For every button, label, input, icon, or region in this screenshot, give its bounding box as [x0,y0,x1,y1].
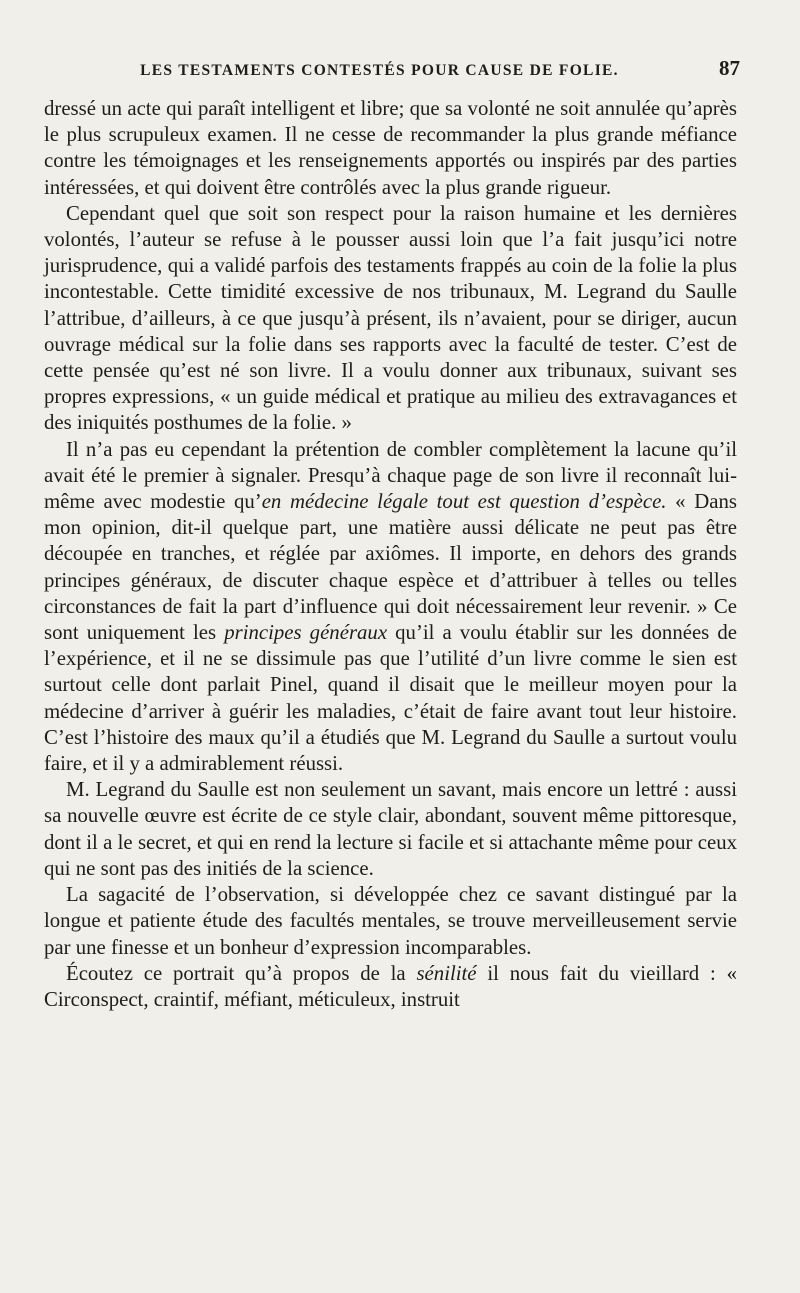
body-text [44,96,737,1013]
text-run: il nous fait du vieillard : « Circonspect, craintif, méfiant, méticuleux, instruit [44,961,737,1011]
running-title: LES TESTAMENTS CONTESTÉS POUR CAUSE DE FOLIE. [140,62,619,79]
page-number: 87 [719,56,740,80]
paragraph-p2 [44,201,737,437]
paragraph-p5 [44,882,737,961]
text-run: La sagacité de l’observation, si développée chez ce savant distingué par la longue et patiente étude des facultés mentales, se trouve merveilleusement servie par une finesse et un bonheur d’expression incomparables. [44,883,737,959]
text-run: Cependant quel que soit son respect pour la raison humaine et les dernières volontés, l’auteur se refuse à le pousser aussi loin que l’a fait jusqu’ici notre jurisprudence, qui a validé parfois des testaments frappés au coin de la folie la plus incontestable. Cette timidité excessive de nos tribunaux, M. Legrand du Saulle l’attribue, d’ailleurs, à ce que jusqu’à présent, ils n’avaient, pour se diriger, aucun ouvrage médical sur la folie dans ses rapports avec la faculté de tester. C’est de cette pensée qu’est né son livre. Il a voulu donner aux tribunaux, suivant ses propres expressions, « un guide médical et pratique au milieu des extravagances et des iniquités posthumes de la folie. » [44,201,737,435]
text-run: dressé un acte qui paraît intelligent et libre; que sa volonté ne soit annulée qu’après le plus scrupuleux examen. Il ne cesse de recommander la plus grande méfiance contre les témoignages et les renseignements apportés ou inspirés par des parties intéressées, et qui doivent être contrôlés avec la plus grande rigueur. [44,97,737,199]
paragraph-p4 [44,777,737,882]
italic-text: sénilité [416,961,477,985]
text-run: qu’il a voulu établir sur les données de l’expérience, et il ne se dissimule pas que l’utilité d’un livre comme le sien est surtout celle dont parlait Pinel, quand il disait que le meilleur moyen pour la médecine d’arriver à guérir les maladies, c’était de faire avant tout leur histoire. C’est l’histoire des maux qu’il a étudiés que M. Legrand du Saulle a surtout voulu faire, et il y a admirablement réussi. [44,621,737,776]
text-run: M. Legrand du Saulle est non seulement un savant, mais encore un lettré : aussi sa nouvelle œuvre est écrite de ce style clair, abondant, souvent même pittoresque, dont il a le secret, et qui en rend la lecture si facile et si attachante même pour ceux qui ne sont pas des initiés de la science. [44,778,737,880]
italic-text: en médecine légale tout est question d’espèce. [261,490,667,514]
text-run: « Dans mon opinion, dit-il quelque part, une matière aussi délicate ne peut pas être découpée en tranches, et réglée par axiômes. Il importe, en dehors des grands principes généraux, de discuter chaque espèce et d’attribuer à telles ou telles circonstances de fait la part d’influence qui doit nécessairement leur revenir. » Ce sont uniquement les [44,490,737,645]
text-run: Écoutez ce portrait qu’à propos de la [66,961,417,985]
paragraph-p3 [44,437,737,778]
paragraph-p6 [44,961,737,1013]
italic-text: principes généraux [224,621,388,645]
text-run: Il n’a pas eu cependant la prétention de combler complètement la lacune qu’il avait été le premier à signaler. Presqu’à chaque page de son livre il reconnaît lui-même avec modestie qu’ [44,437,737,514]
page-header [40,56,740,86]
paragraph-p1 [44,96,737,201]
